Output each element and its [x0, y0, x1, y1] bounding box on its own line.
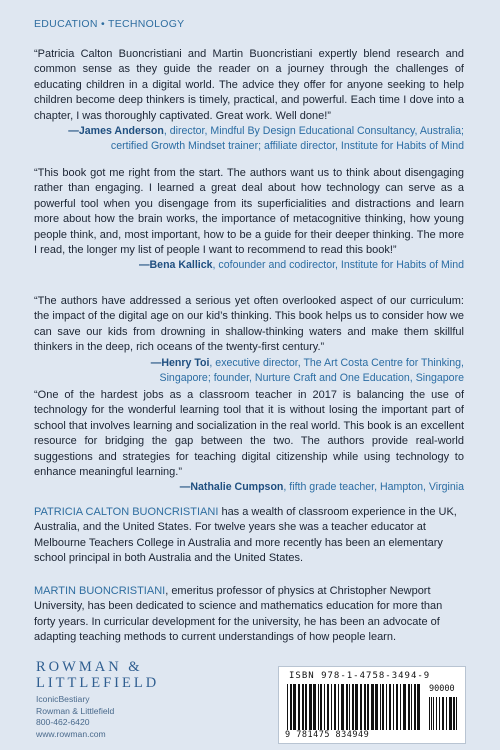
barcode-bar: [439, 697, 440, 730]
quote-text: “This book got me right from the start. The authors want us to think about disengaging rather than engaging. I learned a great deal about how technology can serve as a powerful tool when you disengage from its superficialities and distractions and learn more about how the brain works, the importance of metacognitive thinking, how young people think, and, most important, how to be a guide for their deeper thinking. The more I read, the longer my list of people I want to recommend to read this book!”: [34, 167, 464, 257]
barcode-bar: [375, 684, 378, 730]
price-barcode-bars: [429, 697, 459, 730]
barcode-bar: [446, 697, 447, 730]
author-bio-text: , emeritus professor of physics at Christopher Newport University, has been dedicated to science and mathematics education for more than forty years. In curricular development for the university, he has been an advocate of adapting teaching methods to current understandings of how people learn.: [34, 585, 443, 644]
quote-text: “One of the hardest jobs as a classroom teacher in 2017 is balancing the use of technology for the wonderful learning tool that it is without losing the important part of school that involves learning and socialization in the real world. This book is an excellent resource for bridging the gap between the two. The authors provide real-world suggestions and strategies for teaching digital citizenship while using technology to enhance meaningful learning.”: [34, 389, 464, 479]
publisher-imprint: IconicBestiary: [36, 694, 90, 704]
price-code: 90000: [429, 684, 455, 694]
barcode-bar: [371, 684, 374, 730]
barcode-bar: [411, 684, 412, 730]
endorser-affiliation-line2: Singapore; founder, Nurture Craft and One Education, Singapore: [159, 372, 464, 385]
barcode-bar: [382, 684, 384, 730]
barcode-bar: [318, 684, 319, 730]
publisher-logo-line2: LITTLEFIELD: [36, 675, 160, 691]
endorser-affiliation: , executive director, The Art Costa Centre for Thinking,: [209, 356, 464, 369]
isbn-barcode: [278, 666, 466, 744]
barcode-bar: [442, 697, 444, 730]
barcode-bar: [309, 684, 312, 730]
barcode-bar: [417, 684, 420, 730]
barcode-bar: [429, 697, 430, 730]
barcode-bar: [298, 684, 300, 730]
author-bio-text: has a wealth of classroom experience in the UK, Australia, and the United States. For twelve years she was a teacher educator at Melbourne Teachers College in Australia and more recently has been an elementary school principal in both Australia and the United States.: [34, 506, 457, 565]
endorser-affiliation: , director, Mindful By Design Educational Consultancy, Australia;: [163, 125, 464, 138]
barcode-bar: [327, 684, 329, 730]
endorser-name: —Bena Kallick: [138, 259, 213, 272]
barcode-bar: [396, 684, 398, 730]
barcode-bar: [346, 684, 348, 730]
barcode-bar: [302, 684, 304, 730]
barcode-number: 9 781475 834949: [285, 730, 370, 740]
barcode-bar: [414, 684, 416, 730]
barcode-bar: [320, 684, 322, 730]
barcode-bar: [367, 684, 369, 730]
barcode-bars: [287, 684, 423, 730]
author-name: PATRICIA CALTON BUONCRISTIANI: [34, 506, 219, 518]
endorser-affiliation-line2: certified Growth Mindset trainer; affiliate director, Institute for Habits of Mind: [110, 140, 464, 153]
barcode-bar: [331, 684, 332, 730]
endorsement-quote: [34, 294, 464, 386]
author-bio: [34, 505, 464, 567]
barcode-bar: [364, 684, 366, 730]
barcode-bar: [324, 684, 325, 730]
barcode-bar: [389, 684, 391, 730]
barcode-bar: [386, 684, 387, 730]
barcode-bar: [334, 684, 336, 730]
publisher-block: [36, 659, 159, 740]
category-label: EDUCATION • TECHNOLOGY: [34, 18, 185, 30]
barcode-bar: [380, 684, 381, 730]
quote-text: “Patricia Calton Buoncristiani and Martin Buoncristiani expertly blend research and common sense as they guide the reader on a journey through the challenges of educating children in a digital world. The advice they offer for anyone seeking to help children become deep thinkers is timely, practical, and powerful. Each time I dove into a chapter, I was thoroughly captivated. Great work. Well done!”: [34, 48, 464, 122]
endorsement-quote: [34, 47, 464, 155]
barcode-bar: [360, 684, 362, 730]
barcode-bar: [400, 684, 401, 730]
barcode-bar: [352, 684, 354, 730]
barcode-bar: [305, 684, 307, 730]
barcode-bar: [349, 684, 350, 730]
barcode-bar: [393, 684, 394, 730]
barcode-bar: [433, 697, 434, 730]
publisher-phone: 800-462-6420: [36, 717, 90, 727]
barcode-bar: [408, 684, 410, 730]
barcode-bar: [290, 684, 292, 730]
barcode-bar: [436, 697, 437, 730]
endorser-name: —James Anderson: [68, 125, 164, 138]
endorsement-quote: [34, 388, 464, 496]
author-bio: [34, 584, 464, 646]
isbn-text: ISBN 978-1-4758-3494-9: [289, 671, 431, 681]
publisher-name: Rowman & Littlefield: [36, 705, 115, 716]
barcode-bar: [453, 697, 455, 730]
barcode-bar: [293, 684, 296, 730]
endorser-affiliation: , fifth grade teacher, Hampton, Virginia: [283, 481, 464, 494]
barcode-bar: [449, 697, 452, 730]
barcode-bar: [431, 697, 432, 730]
quote-attribution: [34, 480, 464, 495]
barcode-bar: [403, 684, 406, 730]
quote-attribution: [34, 258, 464, 273]
barcode-bar: [287, 684, 288, 730]
endorser-name: —Nathalie Cumpson: [179, 481, 284, 494]
publisher-logo-line1: ROWMAN &: [36, 659, 143, 675]
publisher-info: [36, 694, 159, 740]
endorser-name: —Henry Toi: [150, 356, 210, 369]
barcode-bar: [341, 684, 344, 730]
endorsement-quote: [34, 166, 464, 274]
publisher-url: www.rowman.com: [36, 728, 106, 739]
barcode-bar: [456, 697, 457, 730]
quote-text: “The authors have addressed a serious yet often overlooked aspect of our curriculum: the impact of the digital age on our kid’s thinking. This book helps us to consider how we can save our kids from drowning in shallow-thinking waters and make them skillful thinkers in the deep, rich oceans of the twenty-first century.”: [34, 295, 464, 354]
barcode-bar: [313, 684, 316, 730]
endorser-affiliation: , cofounder and codirector, Institute for Habits of Mind: [212, 259, 464, 272]
barcode-bar: [338, 684, 339, 730]
quote-attribution: [34, 356, 464, 371]
barcode-bar: [355, 684, 358, 730]
author-name: MARTIN BUONCRISTIANI: [34, 585, 166, 597]
quote-attribution: [34, 124, 464, 139]
